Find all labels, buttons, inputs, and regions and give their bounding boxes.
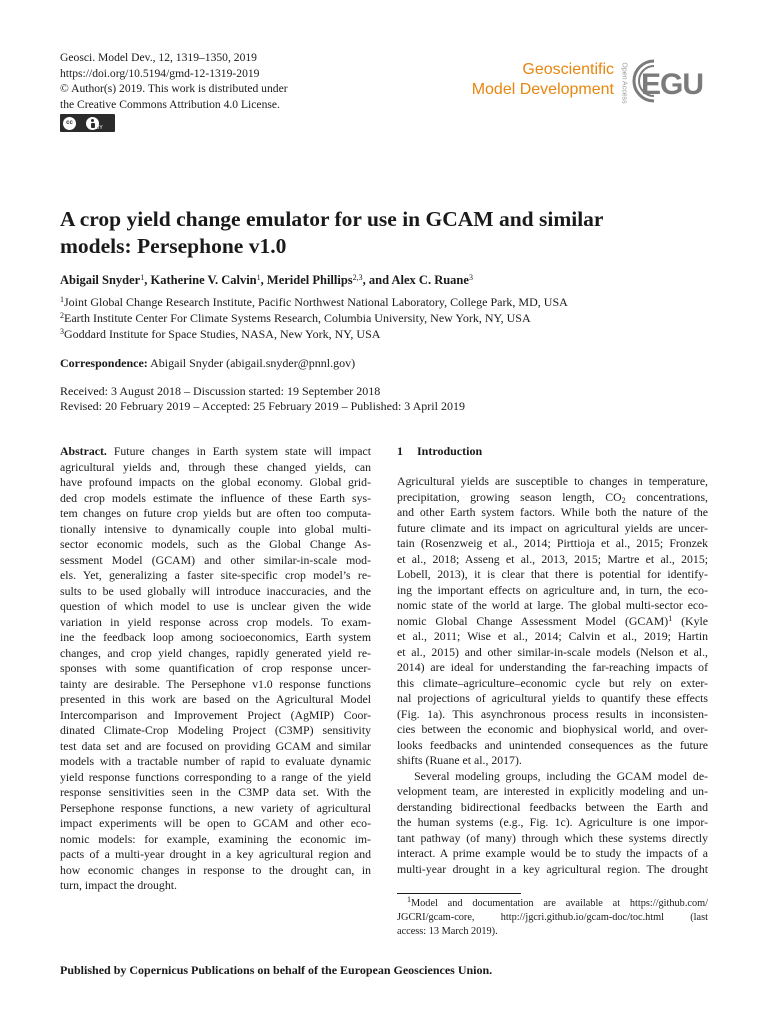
author-name: Abigail Snyder xyxy=(60,273,141,287)
journal-name xyxy=(472,60,614,100)
abstract-line: sector economic models, such as the Global Change As- xyxy=(60,537,371,551)
body-line: et al., 2015) and other similar-in-scale models (Nelson et al., xyxy=(397,644,708,659)
author-affiliation: 2,3 xyxy=(352,273,363,282)
introduction-body xyxy=(397,474,708,877)
egu-logo-icon xyxy=(632,58,708,104)
author-separator: , xyxy=(144,273,151,287)
journal-name-line2: Model Development xyxy=(471,81,614,98)
correspondence xyxy=(60,356,355,371)
copyright-line: © Author(s) 2019. This work is distributed under xyxy=(60,82,288,96)
body-line: future climate and its impact on agricultural yields are uncer- xyxy=(397,520,708,535)
affiliation-text: Goddard Institute for Space Studies, NASA, New York, NY, USA xyxy=(64,327,381,341)
body-line: Several modeling groups, including the GCAM model de- xyxy=(397,768,708,783)
abstract-line: tionally intensive to dynamically couple into global multi- xyxy=(60,521,371,536)
abstract-line: presented in this work are based on the Agricultural Model xyxy=(60,692,371,706)
footnote-line[interactable]: JGCRI/gcam-core, http://jgcri.github.io/gcam-doc/toc.html (last xyxy=(397,912,708,924)
body-text: (Kyle xyxy=(672,613,708,628)
body-line: velopment team, are interested in explicitly modeling and un- xyxy=(397,784,708,798)
body-line: tant pathway (of many) through which these systems directly xyxy=(397,830,708,845)
abstract-line: variation in yield response across crop models. To exam- xyxy=(60,614,371,629)
body-line: multi-year drought in a key agricultural region. The drought xyxy=(397,861,708,876)
author-affiliation: 1 xyxy=(256,273,261,282)
abstract-line: test data set and are focused on providing GCAM and similar xyxy=(60,738,371,753)
abstract-line: changes, and crop yield changes, rapidly generated yield re- xyxy=(60,645,371,660)
abstract-line: Intercomparison and Improvement Project (AgMIP) Coor- xyxy=(60,707,371,722)
abstract-line: agricultural yields and, through these changed yields, can xyxy=(60,459,371,474)
doi-link[interactable]: https://doi.org/10.5194/gmd-12-1319-2019 xyxy=(60,66,260,80)
dates-line-1: Received: 3 August 2018 – Discussion started: 19 September 2018 xyxy=(60,384,381,398)
footnote-line: access: 13 March 2019). xyxy=(397,926,498,938)
body-text: precipitation, growing season length, CO xyxy=(397,489,622,504)
body-line: Lobell, 2013), it is clear that there is potential for identify- xyxy=(397,567,708,581)
author-affiliation: 3 xyxy=(468,273,473,282)
body-line: et al., 2011; Wise et al., 2014; Calvin et al., 2019; Hartin xyxy=(397,629,708,643)
body-text: concentrations, xyxy=(625,489,708,504)
abstract-line xyxy=(60,444,371,460)
footnote-marker[interactable]: 1 xyxy=(668,613,673,623)
footnote-text[interactable]: Model and documentation are available at https://github.com/ xyxy=(411,898,708,909)
open-access-label xyxy=(618,48,630,118)
abstract-label: Abstract. xyxy=(60,444,107,458)
body-line: shifts (Ruane et al., 2017). xyxy=(397,753,522,767)
footnote xyxy=(397,897,708,940)
author-affiliation: 1 xyxy=(140,273,145,282)
body-line: interact. A prime example would be to study the impacts of a xyxy=(397,846,708,860)
affiliation xyxy=(60,326,568,342)
body-text: nomic Global Change Assessment Model (GCAM) xyxy=(397,613,669,628)
body-line: ing the important effects on agriculture and, in turn, the eco- xyxy=(397,582,708,597)
abstract-text: Future changes in Earth system state will impact xyxy=(106,444,371,458)
abstract-line: sults to be used globally will introduce inaccuracies, and the xyxy=(60,583,371,598)
correspondence-text[interactable]: Abigail Snyder (abigail.snyder@pnnl.gov) xyxy=(147,356,356,370)
publication-dates xyxy=(60,384,465,415)
affiliation-text: Earth Institute Center For Climate Systems Research, Columbia University, New York, NY, USA xyxy=(64,311,531,325)
abstract-line: tem changes on future crop yields but are often too computa- xyxy=(60,506,371,520)
body-line: this climate–agriculture–economic cycle but rely on exter- xyxy=(397,675,708,690)
body-line: nomic state of the world at large. The global multi-sector eco- xyxy=(397,598,708,612)
footnote-line xyxy=(397,897,708,911)
affiliation-number: 2 xyxy=(60,311,64,320)
abstract-line: impact experiments will be open to GCAM and other eco- xyxy=(60,816,371,830)
paper-title xyxy=(60,206,603,260)
abstract-line: ded crop models estimate the influence of these Earth sys- xyxy=(60,490,371,505)
body-line: (Fig. 1a). This asynchronous process results in inconsisten- xyxy=(397,706,708,721)
correspondence-label: Correspondence: xyxy=(60,356,148,370)
author-name: Alex C. Ruane xyxy=(391,273,469,287)
abstract-line: ine the feedback loop among socioeconomics, Earth system xyxy=(60,630,371,644)
section-heading xyxy=(397,444,482,459)
abstract-line: have profound impacts on the global economy. Global grid- xyxy=(60,475,371,489)
author-list xyxy=(60,273,473,288)
abstract-line: yield response functions corresponding to a range of the yield xyxy=(60,769,371,784)
egu-logo-text: EGU xyxy=(641,68,704,101)
abstract-line: question of which model to use is unclear given the wide xyxy=(60,599,371,613)
affiliation xyxy=(60,310,568,326)
section-number: 1 xyxy=(397,444,403,458)
journal-name-line1: Geoscientific xyxy=(522,61,614,78)
author-separator: , xyxy=(260,273,267,287)
title-line-1: A crop yield change emulator for use in GCAM and similar xyxy=(60,207,604,231)
author-name: Katherine V. Calvin xyxy=(150,273,257,287)
abstract-line: turn, impact the drought. xyxy=(60,878,177,892)
abstract-line: els. Yet, generalizing a faster site-specific crop model’s re- xyxy=(60,568,371,582)
by-label: BY xyxy=(96,125,103,131)
abstract-line: Persephone response functions, a new variety of agricultural xyxy=(60,800,371,815)
body-line: cies between the economic and biophysical world, and over- xyxy=(397,722,708,736)
affiliation-number: 1 xyxy=(60,295,64,304)
affiliation-list xyxy=(60,294,568,342)
body-line: nal projections of agricultural yields to quantify these effects xyxy=(397,691,708,705)
abstract-line: sponses with some quantification of crop response uncer- xyxy=(60,661,371,675)
abstract xyxy=(60,444,371,894)
body-line: and other Earth system factors. While both the nature of the xyxy=(397,505,708,519)
publisher-footer: Published by Copernicus Publications on behalf of the European Geosciences Union. xyxy=(60,963,493,977)
affiliation-text: Joint Global Change Research Institute, Pacific Northwest National Laboratory, College Park, MD, USA xyxy=(64,295,568,309)
body-line: the human systems (e.g., Fig. 1c). Agriculture is one impor- xyxy=(397,815,708,829)
author-name: Meridel Phillips xyxy=(266,273,353,287)
body-line: et al., 2018; Asseng et al., 2013, 2015; Martre et al., 2015; xyxy=(397,551,708,566)
body-line: Agricultural yields are susceptible to changes in temperature, xyxy=(397,474,708,488)
section-title: Introduction xyxy=(417,444,483,458)
footnote-number: 1 xyxy=(407,895,411,904)
author-separator: , and xyxy=(362,273,392,287)
affiliation-number: 3 xyxy=(60,327,64,336)
abstract-line: how economic changes in response to the drought can, in xyxy=(60,862,371,877)
footnote-rule xyxy=(397,893,521,894)
abstract-line: response sensitivities seen in the C3MP data set. With the xyxy=(60,785,371,799)
open-access-text: Open Access xyxy=(620,62,628,104)
dates-line-2: Revised: 20 February 2019 – Accepted: 25 February 2019 – Published: 3 April 2019 xyxy=(60,399,465,414)
title-line-2: models: Persephone v1.0 xyxy=(60,234,287,258)
cc-icon: cc xyxy=(63,117,76,130)
abstract-line: tainty are desirable. The Persephone v1.0 response functions xyxy=(60,676,371,691)
abstract-line: models with a tractable number of rapid to evaluate dynamic xyxy=(60,754,371,768)
body-line xyxy=(397,614,708,630)
abstract-line: sessment Model (GCAM) and other similar-in-scale mod- xyxy=(60,552,371,567)
abstract-line: dinated Climate-Crop Modeling Project (C3MP) sensitivity xyxy=(60,723,371,737)
body-line: looks feedbacks and unintended consequences as the future xyxy=(397,737,708,752)
citation-block xyxy=(60,50,288,112)
license-line: the Creative Commons Attribution 4.0 License. xyxy=(60,97,280,111)
body-line: derstanding bidirectional feedbacks between the Earth and xyxy=(397,799,708,814)
affiliation xyxy=(60,294,568,310)
body-line: 2014) are ideal for understanding the far-reaching impacts of xyxy=(397,660,708,674)
body-line: tain (Rosenzweig et al., 2014; Pirttioja et al., 2015; Fronzek xyxy=(397,536,708,550)
cc-by-license-icon[interactable] xyxy=(60,114,115,132)
journal-citation: Geosci. Model Dev., 12, 1319–1350, 2019 xyxy=(60,51,257,64)
abstract-line: pacts of a multi-year drought in a key agricultural region and xyxy=(60,847,371,861)
body-line xyxy=(397,490,708,506)
abstract-line: nomic models: for example, examining the economic im- xyxy=(60,831,371,846)
subscript: 2 xyxy=(621,495,626,505)
